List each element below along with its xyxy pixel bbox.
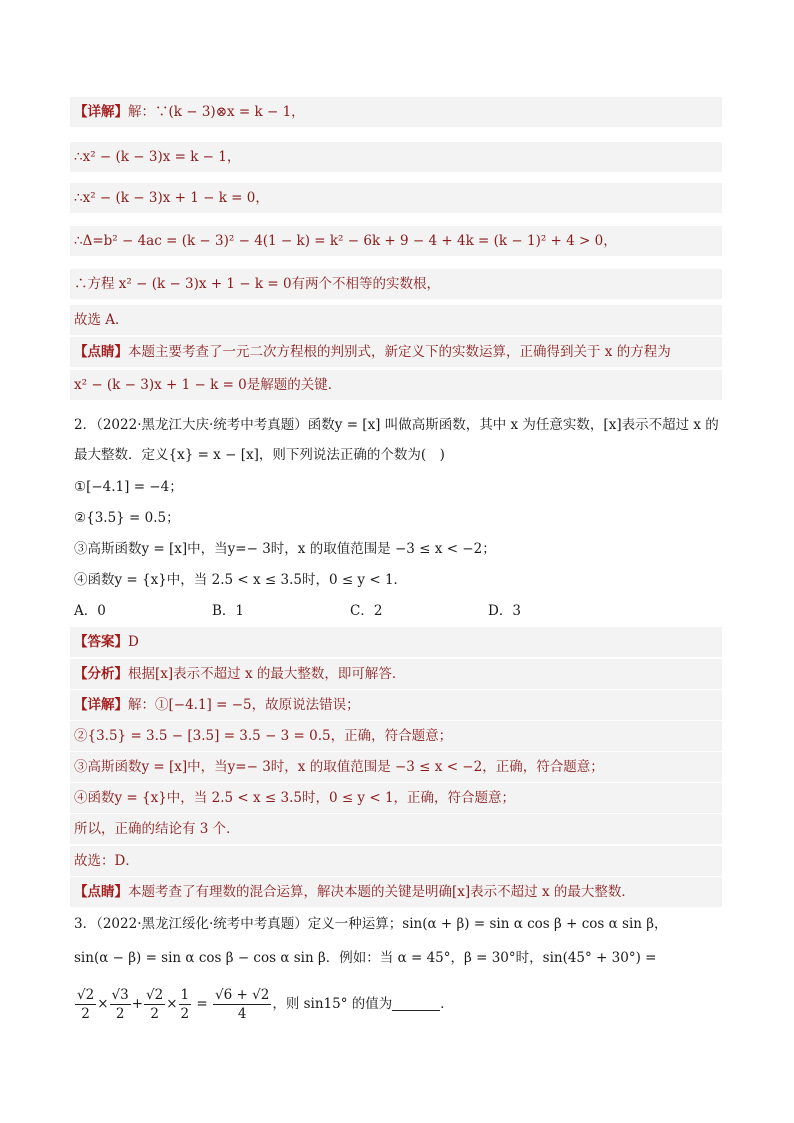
q2-detail-line-2: ②{3.5} = 3.5 − [3.5] = 3.5 − 3 = 0.5，正确，符合题意； — [70, 721, 722, 751]
daan-label: 【答案】 — [74, 634, 128, 650]
fraction-4: $\frac{1}{2}$ — [180, 987, 190, 1022]
q2-stem-line-2: 最大整数．定义{x} = x − [x]，则下列说法正确的个数为( ) — [74, 447, 445, 463]
q2-detail-text-1: 解：①[−4.1] = −5，故原说法错误； — [128, 697, 360, 713]
fraction-3: $\frac{√2}{2}$ — [146, 987, 164, 1022]
q2-detail-line-1 — [70, 690, 722, 720]
q2-detail-line-3: ③高斯函数y = [x]中，当y=− 3时，x 的取值范围是 −3 ≤ x < −2，正确，符合题意； — [70, 752, 722, 782]
q2-detail-line-6: 故选：D． — [70, 846, 722, 876]
q2-statement-1: ①[−4.1] = −4； — [74, 479, 183, 495]
xiangjie-label: 【详解】 — [74, 104, 128, 120]
answer-blank[interactable] — [392, 994, 440, 1011]
q1-solution-line-6: 故选 A． — [70, 305, 722, 335]
dianjing-label-2: 【点睛】 — [74, 884, 128, 900]
q2-detail-line-5: 所以，正确的结论有 3 个． — [70, 814, 722, 844]
fraction-2: $\frac{√3}{2}$ — [111, 987, 129, 1022]
q1-solution-line-5: ∴方程 x² − (k − 3)x + 1 − k = 0有两个不相等的实数根， — [70, 269, 722, 299]
q3-stem-line-2: sin(α − β) = sin α cos β − cos α sin β．例如：当 α = 45°，β = 30°时，sin(45° + 30°) = — [74, 950, 657, 966]
q2-option-a: A．0 — [74, 603, 106, 619]
q3-formula-line: $\frac{√2}{2}$ × $\frac{√3}{2}$ + $\frac{√2}{2}$ × $\frac{1}{2}$ = $\frac{√6 + √2}{4}$ ，则 sin15° 的值为 ． — [77, 987, 454, 1022]
q2-answer-value: D — [128, 634, 139, 650]
fraction-1: $\frac{√2}{2}$ — [77, 987, 95, 1022]
q2-fenxi-text: 根据[x]表示不超过 x 的最大整数，即可解答． — [128, 666, 406, 682]
q2-options — [70, 596, 722, 626]
q2-answer-line — [70, 627, 722, 657]
q2-statement-2: ②{3.5} = 0.5； — [74, 510, 180, 526]
fenxi-label: 【分析】 — [74, 666, 128, 682]
q1-solution-line-4: ∴Δ=b² − 4ac = (k − 3)² − 4(1 − k) = k² − 6k + 9 − 4 + 4k = (k − 1)² + 4 > 0， — [70, 226, 722, 256]
fraction-5: $\frac{√6 + √2}{4}$ — [215, 987, 270, 1022]
q1-solution-line-2: ∴x² − (k − 3)x = k − 1， — [70, 142, 722, 172]
q2-stem-line-1: 2．（2022·黑龙江大庆·统考中考真题）函数y = [x] 叫做高斯函数，其中 x 为任意实数，[x]表示不超过 x 的 — [74, 417, 719, 433]
q2-statement-4: ④函数y = {x}中，当 2.5 < x ≤ 3.5时，0 ≤ y < 1． — [74, 572, 408, 588]
q1-dianjing-line-2: x² − (k − 3)x + 1 − k = 0是解题的关键． — [70, 370, 722, 400]
q3-stem-line-1: 3．（2022·黑龙江绥化·统考中考真题）定义一种运算；sin(α + β) = sin α cos β + cos α sin β， — [74, 916, 668, 932]
q1-solution-line-1 — [70, 97, 722, 127]
q2-dianjing-text: 本题考查了有理数的混合运算，解决本题的关键是明确[x]表示不超过 x 的最大整数． — [128, 884, 635, 900]
q1-line-1-text: 解：∵(k − 3)⊗x = k − 1， — [128, 104, 305, 120]
q2-detail-line-4: ④函数y = {x}中，当 2.5 < x ≤ 3.5时，0 ≤ y < 1，正确，符合题意； — [70, 783, 722, 813]
q3-tail-text: ，则 sin15° 的值为 — [272, 996, 393, 1012]
q2-fenxi-line — [70, 659, 722, 689]
q1-dianjing-line-1 — [70, 337, 722, 367]
q1-dianjing-text-1: 本题主要考查了一元二次方程根的判别式，新定义下的实数运算，正确得到关于 x 的方程为 — [128, 344, 671, 360]
q2-statement-3: ③高斯函数y = [x]中，当y=− 3时，x 的取值范围是 −3 ≤ x < −2； — [74, 541, 496, 557]
q2-option-d: D．3 — [488, 603, 521, 619]
q2-option-b: B．1 — [212, 603, 245, 619]
q1-solution-line-3: ∴x² − (k − 3)x + 1 − k = 0， — [70, 183, 722, 213]
q2-dianjing-line — [70, 877, 722, 907]
q2-option-c: C．2 — [350, 603, 383, 619]
xiangjie-label-2: 【详解】 — [74, 697, 128, 713]
dianjing-label: 【点睛】 — [74, 344, 128, 360]
